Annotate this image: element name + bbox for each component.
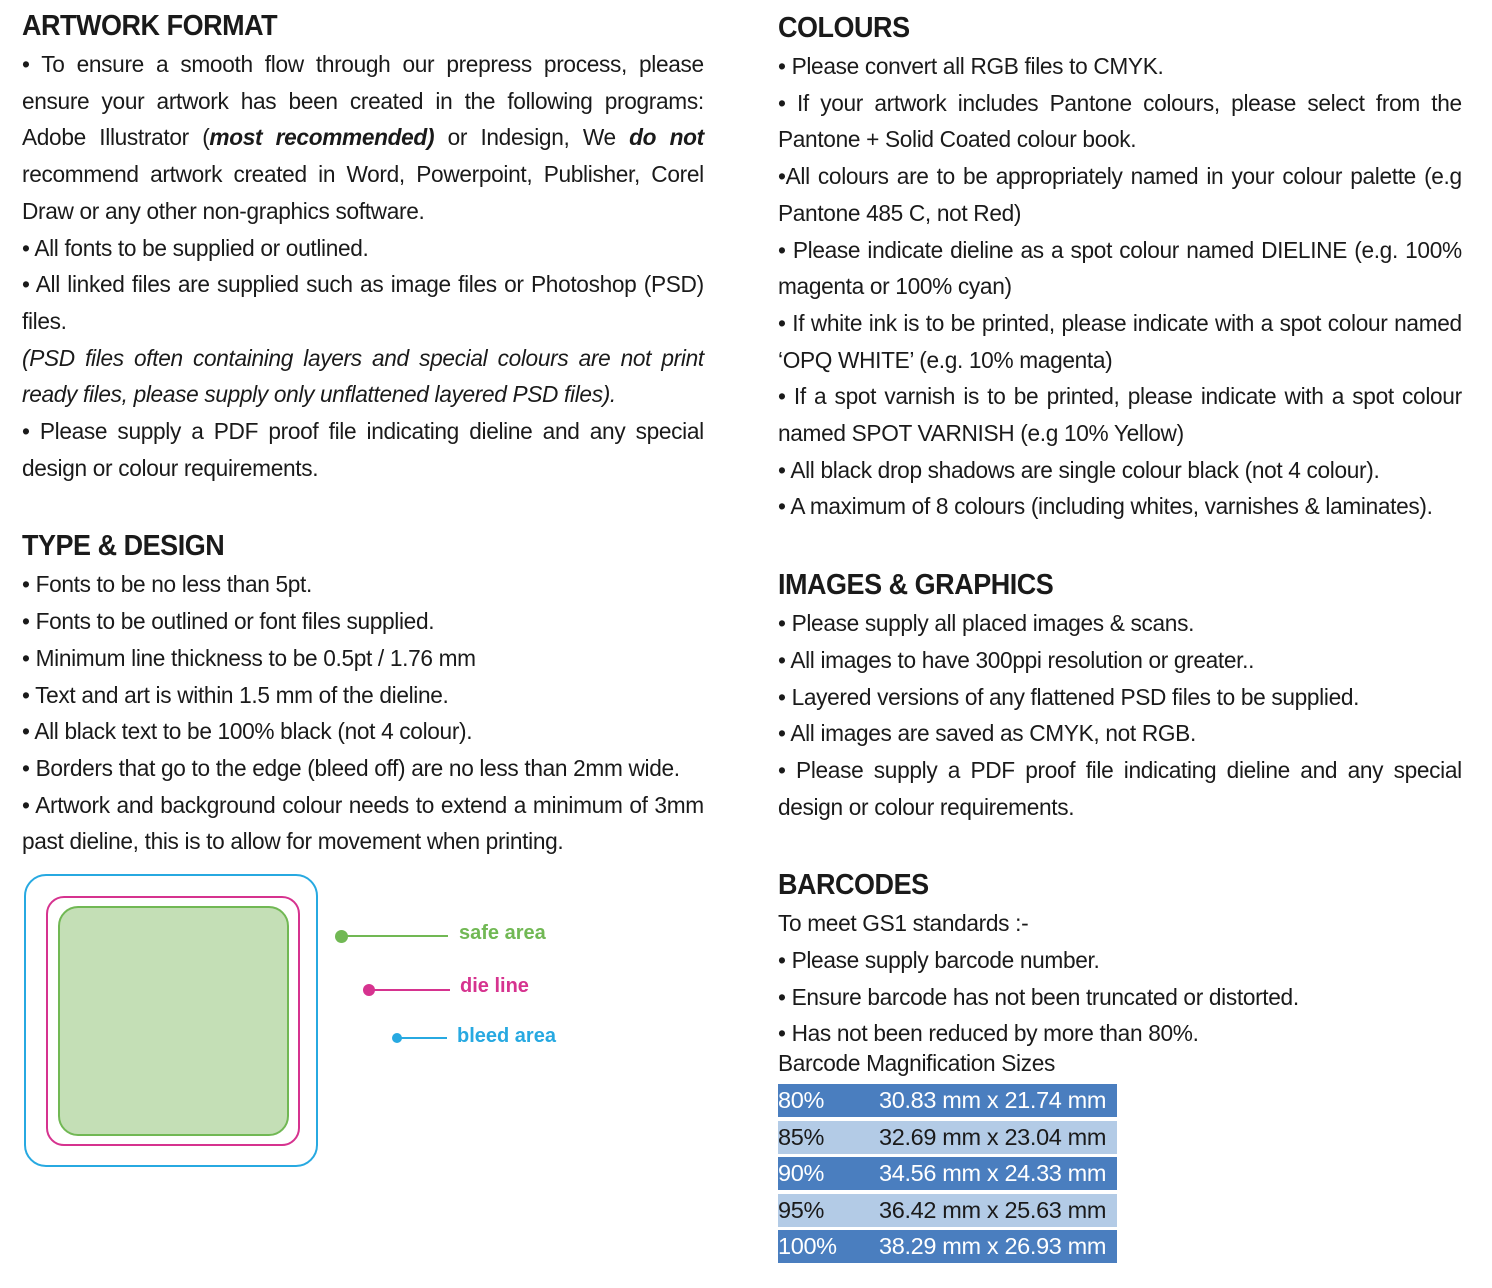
barcodes-item: • Please supply barcode number. bbox=[778, 947, 1100, 974]
artwork-format-intro bbox=[22, 46, 704, 230]
table-row bbox=[778, 1194, 1117, 1227]
magnification-percent: 100% bbox=[778, 1233, 837, 1259]
intro-text-a: • To ensure a smooth flow through our prepress process, please ensure your artwork has been created in the following programs: Adobe Illustrator ( bbox=[22, 51, 704, 151]
table-row bbox=[778, 1230, 1117, 1263]
magnification-percent: 85% bbox=[778, 1123, 824, 1150]
images-graphics-item: • Please supply a PDF proof file indicating dieline and any special design or colour requirements. bbox=[778, 756, 1462, 820]
intro-emphasis-do-not: do not bbox=[629, 124, 704, 151]
die-line-leader bbox=[369, 989, 450, 991]
table-row bbox=[778, 1084, 1117, 1117]
colours-list bbox=[778, 48, 1462, 525]
images-graphics-item: • Please supply all placed images & scans. bbox=[778, 610, 1195, 637]
images-graphics-heading: IMAGES & GRAPHICS bbox=[778, 569, 1054, 602]
magnification-dimensions: 34.56 mm x 24.33 mm bbox=[879, 1160, 1107, 1186]
artwork-pdf-proof-item: • Please supply a PDF proof file indicating dieline and any special design or colour requirements. bbox=[22, 418, 704, 481]
barcodes-item: To meet GS1 standards :- bbox=[778, 910, 1029, 937]
safe-area-label: safe area bbox=[459, 922, 546, 944]
type-design-item: • Fonts to be no less than 5pt. bbox=[22, 571, 312, 598]
type-design-heading: TYPE & DESIGN bbox=[22, 530, 225, 563]
images-graphics-item: • All images to have 300ppi resolution or greater.. bbox=[778, 646, 1255, 673]
colours-item: • Please indicate dieline as a spot colour named DIELINE (e.g. 100% magenta or 100% cyan) bbox=[778, 236, 1462, 300]
barcodes-item: • Has not been reduced by more than 80%. bbox=[778, 1020, 1199, 1047]
type-design-item: • Text and art is within 1.5 mm of the dieline. bbox=[22, 681, 449, 708]
magnification-dimensions: 30.83 mm x 21.74 mm bbox=[879, 1087, 1107, 1113]
colours-item: • If your artwork includes Pantone colours, please select from the Pantone + Solid Coated colour book. bbox=[778, 89, 1462, 153]
images-graphics-list bbox=[778, 605, 1462, 825]
magnification-percent: 95% bbox=[778, 1196, 824, 1223]
magnification-percent: 80% bbox=[778, 1087, 824, 1113]
images-graphics-item: • Layered versions of any flattened PSD files to be supplied. bbox=[778, 683, 1360, 710]
colours-item: • A maximum of 8 colours (including whites, varnishes & laminates). bbox=[778, 493, 1433, 520]
intro-emphasis-recommended: most recommended) bbox=[209, 124, 435, 151]
right-column bbox=[778, 8, 1462, 1052]
bleed-area-label: bleed area bbox=[457, 1025, 556, 1047]
artwork-format-heading: ARTWORK FORMAT bbox=[22, 10, 278, 42]
magnification-dimensions: 36.42 mm x 25.63 mm bbox=[879, 1196, 1107, 1223]
colours-item: •All colours are to be appropriately named in your colour palette (e.g Pantone 485 C, not Red) bbox=[778, 163, 1462, 226]
type-design-item: • Borders that go to the edge (bleed off) are no less than 2mm wide. bbox=[22, 754, 680, 781]
type-design-list bbox=[22, 566, 704, 860]
barcodes-heading: BARCODES bbox=[778, 869, 929, 902]
bleed-area-leader bbox=[397, 1037, 447, 1039]
table-row bbox=[778, 1157, 1117, 1190]
intro-text-e: recommend artwork created in Word, Powerpoint, Publisher, Corel Draw or any other non-graphics software. bbox=[22, 161, 704, 224]
magnification-dimensions: 32.69 mm x 23.04 mm bbox=[879, 1123, 1107, 1150]
colours-item: • If white ink is to be printed, please indicate with a spot colour named ‘OPQ WHITE’ (e.g. 10% magenta) bbox=[778, 309, 1462, 373]
safe-area-shape bbox=[58, 906, 289, 1136]
artwork-fonts-item: • All fonts to be supplied or outlined. bbox=[22, 234, 369, 261]
bleed-diagram bbox=[22, 872, 582, 1172]
table-row bbox=[778, 1121, 1117, 1154]
intro-text-c: or Indesign, We bbox=[434, 124, 630, 151]
colours-heading: COLOURS bbox=[778, 12, 910, 44]
type-design-item: • All black text to be 100% black (not 4 colour). bbox=[22, 718, 473, 745]
type-design-item: • Minimum line thickness to be 0.5pt / 1.76 mm bbox=[22, 644, 476, 671]
magnification-dimensions: 38.29 mm x 26.93 mm bbox=[879, 1233, 1107, 1259]
colours-item: • Please convert all RGB files to CMYK. bbox=[778, 53, 1164, 79]
artwork-linked-files-item: • All linked files are supplied such as image files or Photoshop (PSD) files. bbox=[22, 271, 704, 334]
magnification-percent: 90% bbox=[778, 1160, 824, 1186]
barcodes-list bbox=[778, 905, 1462, 1052]
colours-item: • All black drop shadows are single colour black (not 4 colour). bbox=[778, 456, 1380, 483]
die-line-label: die line bbox=[460, 975, 529, 997]
images-graphics-item: • All images are saved as CMYK, not RGB. bbox=[778, 720, 1196, 747]
artwork-psd-note: (PSD files often containing layers and special colours are not print ready files, please supply only unflattened layered PSD files). bbox=[22, 344, 704, 408]
magnification-table bbox=[778, 1084, 1117, 1267]
left-column bbox=[22, 6, 704, 860]
type-design-item: • Artwork and background colour needs to extend a minimum of 3mm past dieline, this is to allow for movement when printing. bbox=[22, 791, 704, 855]
safe-area-leader bbox=[342, 935, 448, 937]
colours-item: • If a spot varnish is to be printed, please indicate with a spot colour named SPOT VARNISH (e.g 10% Yellow) bbox=[778, 383, 1462, 447]
barcodes-item: • Ensure barcode has not been truncated or distorted. bbox=[778, 983, 1299, 1010]
type-design-item: • Fonts to be outlined or font files supplied. bbox=[22, 608, 435, 635]
magnification-table-title: Barcode Magnification Sizes bbox=[778, 1050, 1056, 1076]
